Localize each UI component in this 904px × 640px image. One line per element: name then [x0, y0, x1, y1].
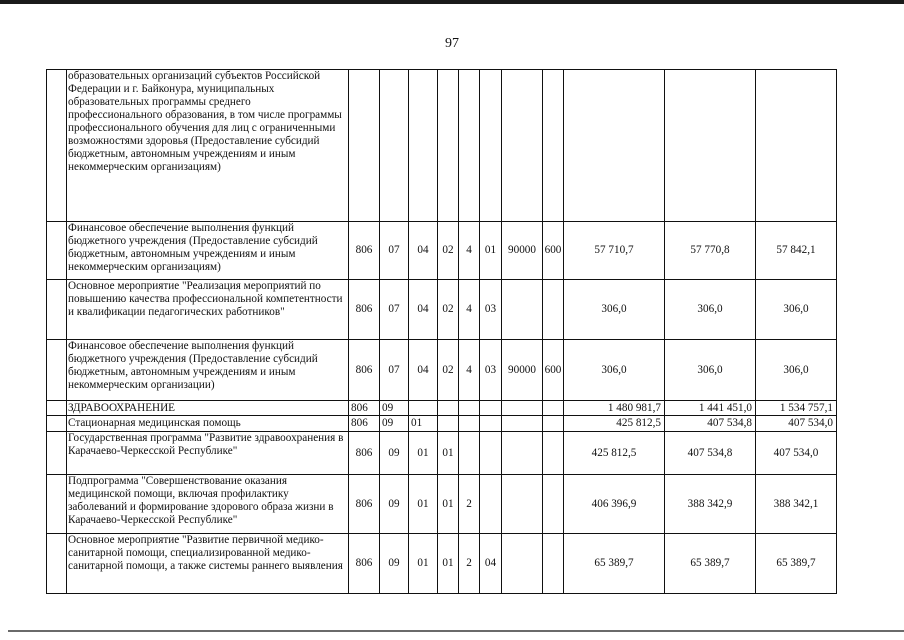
- amount-year-3-cell: 407 534,0: [756, 432, 837, 475]
- amount-year-3-cell: 1 534 757,1: [756, 401, 837, 416]
- expense-type-cell: [543, 475, 564, 534]
- page-number: 97: [445, 36, 459, 51]
- expense-type-cell: 600: [543, 340, 564, 401]
- subsection-cell: 04: [409, 340, 438, 401]
- subprogram-cell: [459, 416, 480, 432]
- subsection-cell: 01: [409, 416, 438, 432]
- section-cell: 09: [380, 416, 409, 432]
- admin-cell: 806: [349, 222, 380, 280]
- section-cell: 09: [380, 475, 409, 534]
- item-name-cell: Финансовое обеспечение выполнения функций бюджетного учреждения (Предоставление субсидий бюджетным, автономным учреждениям и иным некоммерческим организациям): [67, 222, 349, 280]
- event-cell: [480, 475, 502, 534]
- table-row: [47, 222, 837, 280]
- program-cell: 02: [438, 222, 459, 280]
- amount-year-1-cell: 65 389,7: [564, 534, 665, 594]
- subprogram-cell: [459, 432, 480, 475]
- item-name-cell: Основное мероприятие "Реализация мероприятий по повышению качества профессиональной компетентности и квалификации педагогических работников": [67, 280, 349, 340]
- direction-cell: [502, 70, 543, 222]
- margin-cell: [47, 280, 67, 340]
- amount-year-1-cell: 306,0: [564, 340, 665, 401]
- admin-cell: [349, 70, 380, 222]
- section-cell: 09: [380, 432, 409, 475]
- margin-cell: [47, 401, 67, 416]
- event-cell: [480, 70, 502, 222]
- item-name-cell: Основное мероприятие "Развитие первичной медико-санитарной помощи, специализированной медико-санитарной помощи, а также системы раннего выявления: [67, 534, 349, 594]
- event-cell: 03: [480, 340, 502, 401]
- section-cell: 07: [380, 340, 409, 401]
- event-cell: [480, 416, 502, 432]
- amount-year-1-cell: 406 396,9: [564, 475, 665, 534]
- margin-cell: [47, 340, 67, 401]
- amount-year-3-cell: 388 342,1: [756, 475, 837, 534]
- table-row: [47, 534, 837, 594]
- top-border: [0, 0, 904, 4]
- direction-cell: [502, 534, 543, 594]
- subprogram-cell: 2: [459, 534, 480, 594]
- direction-cell: [502, 280, 543, 340]
- subprogram-cell: 4: [459, 280, 480, 340]
- direction-cell: [502, 401, 543, 416]
- event-cell: 04: [480, 534, 502, 594]
- amount-year-1-cell: [564, 70, 665, 222]
- admin-cell: 806: [349, 416, 380, 432]
- direction-cell: [502, 416, 543, 432]
- subprogram-cell: 2: [459, 475, 480, 534]
- subprogram-cell: [459, 401, 480, 416]
- item-name-cell: Подпрограмма "Совершенствование оказания медицинской помощи, включая профилактику заболеваний и формирование здорового образа жизни в Карачаево-Черкесской Республике": [67, 475, 349, 534]
- event-cell: [480, 401, 502, 416]
- amount-year-3-cell: 306,0: [756, 280, 837, 340]
- table-row: [47, 70, 837, 222]
- amount-year-3-cell: 65 389,7: [756, 534, 837, 594]
- amount-year-2-cell: 1 441 451,0: [665, 401, 756, 416]
- subsection-cell: [409, 70, 438, 222]
- section-cell: 09: [380, 401, 409, 416]
- event-cell: [480, 432, 502, 475]
- expense-type-cell: [543, 416, 564, 432]
- amount-year-2-cell: 306,0: [665, 340, 756, 401]
- program-cell: 01: [438, 534, 459, 594]
- margin-cell: [47, 222, 67, 280]
- amount-year-2-cell: 388 342,9: [665, 475, 756, 534]
- amount-year-3-cell: 57 842,1: [756, 222, 837, 280]
- item-name-cell: Финансовое обеспечение выполнения функций бюджетного учреждения (Предоставление субсидий бюджетным, автономным учреждениям и иным некоммерческим организации): [67, 340, 349, 401]
- amount-year-3-cell: 407 534,0: [756, 416, 837, 432]
- event-cell: 01: [480, 222, 502, 280]
- direction-cell: [502, 432, 543, 475]
- section-cell: 07: [380, 280, 409, 340]
- expense-type-cell: [543, 432, 564, 475]
- program-cell: 01: [438, 432, 459, 475]
- budget-table: [46, 69, 837, 594]
- subsection-cell: [409, 401, 438, 416]
- subprogram-cell: [459, 70, 480, 222]
- direction-cell: [502, 475, 543, 534]
- table-row: [47, 416, 837, 432]
- admin-cell: 806: [349, 401, 380, 416]
- expense-type-cell: [543, 70, 564, 222]
- section-cell: [380, 70, 409, 222]
- amount-year-2-cell: 407 534,8: [665, 432, 756, 475]
- amount-year-2-cell: 407 534,8: [665, 416, 756, 432]
- item-name-cell: образовательных организаций субъектов Российской Федерации и г. Байконура, муниципальных образовательных программы среднего профессионального образования, в том числе программы профессионального обучения для лиц с ограниченными возможностями здоровья (Предоставление субсидий бюджетным, автономным учреждениям и иным некоммерческим организациям): [67, 70, 349, 222]
- program-cell: [438, 70, 459, 222]
- program-cell: [438, 401, 459, 416]
- margin-cell: [47, 534, 67, 594]
- amount-year-1-cell: 57 710,7: [564, 222, 665, 280]
- margin-cell: [47, 416, 67, 432]
- section-cell: 07: [380, 222, 409, 280]
- amount-year-2-cell: 306,0: [665, 280, 756, 340]
- amount-year-2-cell: 57 770,8: [665, 222, 756, 280]
- amount-year-1-cell: 306,0: [564, 280, 665, 340]
- admin-cell: 806: [349, 534, 380, 594]
- expense-type-cell: 600: [543, 222, 564, 280]
- event-cell: 03: [480, 280, 502, 340]
- margin-cell: [47, 432, 67, 475]
- admin-cell: 806: [349, 475, 380, 534]
- amount-year-2-cell: [665, 70, 756, 222]
- subsection-cell: 01: [409, 475, 438, 534]
- margin-cell: [47, 475, 67, 534]
- direction-cell: 90000: [502, 222, 543, 280]
- direction-cell: 90000: [502, 340, 543, 401]
- subsection-cell: 04: [409, 280, 438, 340]
- amount-year-1-cell: 1 480 981,7: [564, 401, 665, 416]
- program-cell: [438, 416, 459, 432]
- admin-cell: 806: [349, 432, 380, 475]
- expense-type-cell: [543, 280, 564, 340]
- program-cell: 02: [438, 280, 459, 340]
- table-row: [47, 280, 837, 340]
- table-row: [47, 475, 837, 534]
- admin-cell: 806: [349, 340, 380, 401]
- expense-type-cell: [543, 401, 564, 416]
- amount-year-1-cell: 425 812,5: [564, 432, 665, 475]
- bottom-border: [8, 630, 904, 632]
- margin-cell: [47, 70, 67, 222]
- amount-year-1-cell: 425 812,5: [564, 416, 665, 432]
- subsection-cell: 01: [409, 432, 438, 475]
- program-cell: 01: [438, 475, 459, 534]
- table-row: [47, 401, 837, 416]
- amount-year-3-cell: 306,0: [756, 340, 837, 401]
- item-name-cell: Государственная программа "Развитие здравоохранения в Карачаево-Черкесской Республике": [67, 432, 349, 475]
- table-row: [47, 432, 837, 475]
- subsection-cell: 01: [409, 534, 438, 594]
- section-cell: 09: [380, 534, 409, 594]
- subsection-cell: 04: [409, 222, 438, 280]
- amount-year-2-cell: 65 389,7: [665, 534, 756, 594]
- subprogram-cell: 4: [459, 340, 480, 401]
- amount-year-3-cell: [756, 70, 837, 222]
- expense-type-cell: [543, 534, 564, 594]
- program-cell: 02: [438, 340, 459, 401]
- admin-cell: 806: [349, 280, 380, 340]
- item-name-cell: ЗДРАВООХРАНЕНИЕ: [67, 401, 349, 416]
- table-row: [47, 340, 837, 401]
- subprogram-cell: 4: [459, 222, 480, 280]
- item-name-cell: Стационарная медицинская помощь: [67, 416, 349, 432]
